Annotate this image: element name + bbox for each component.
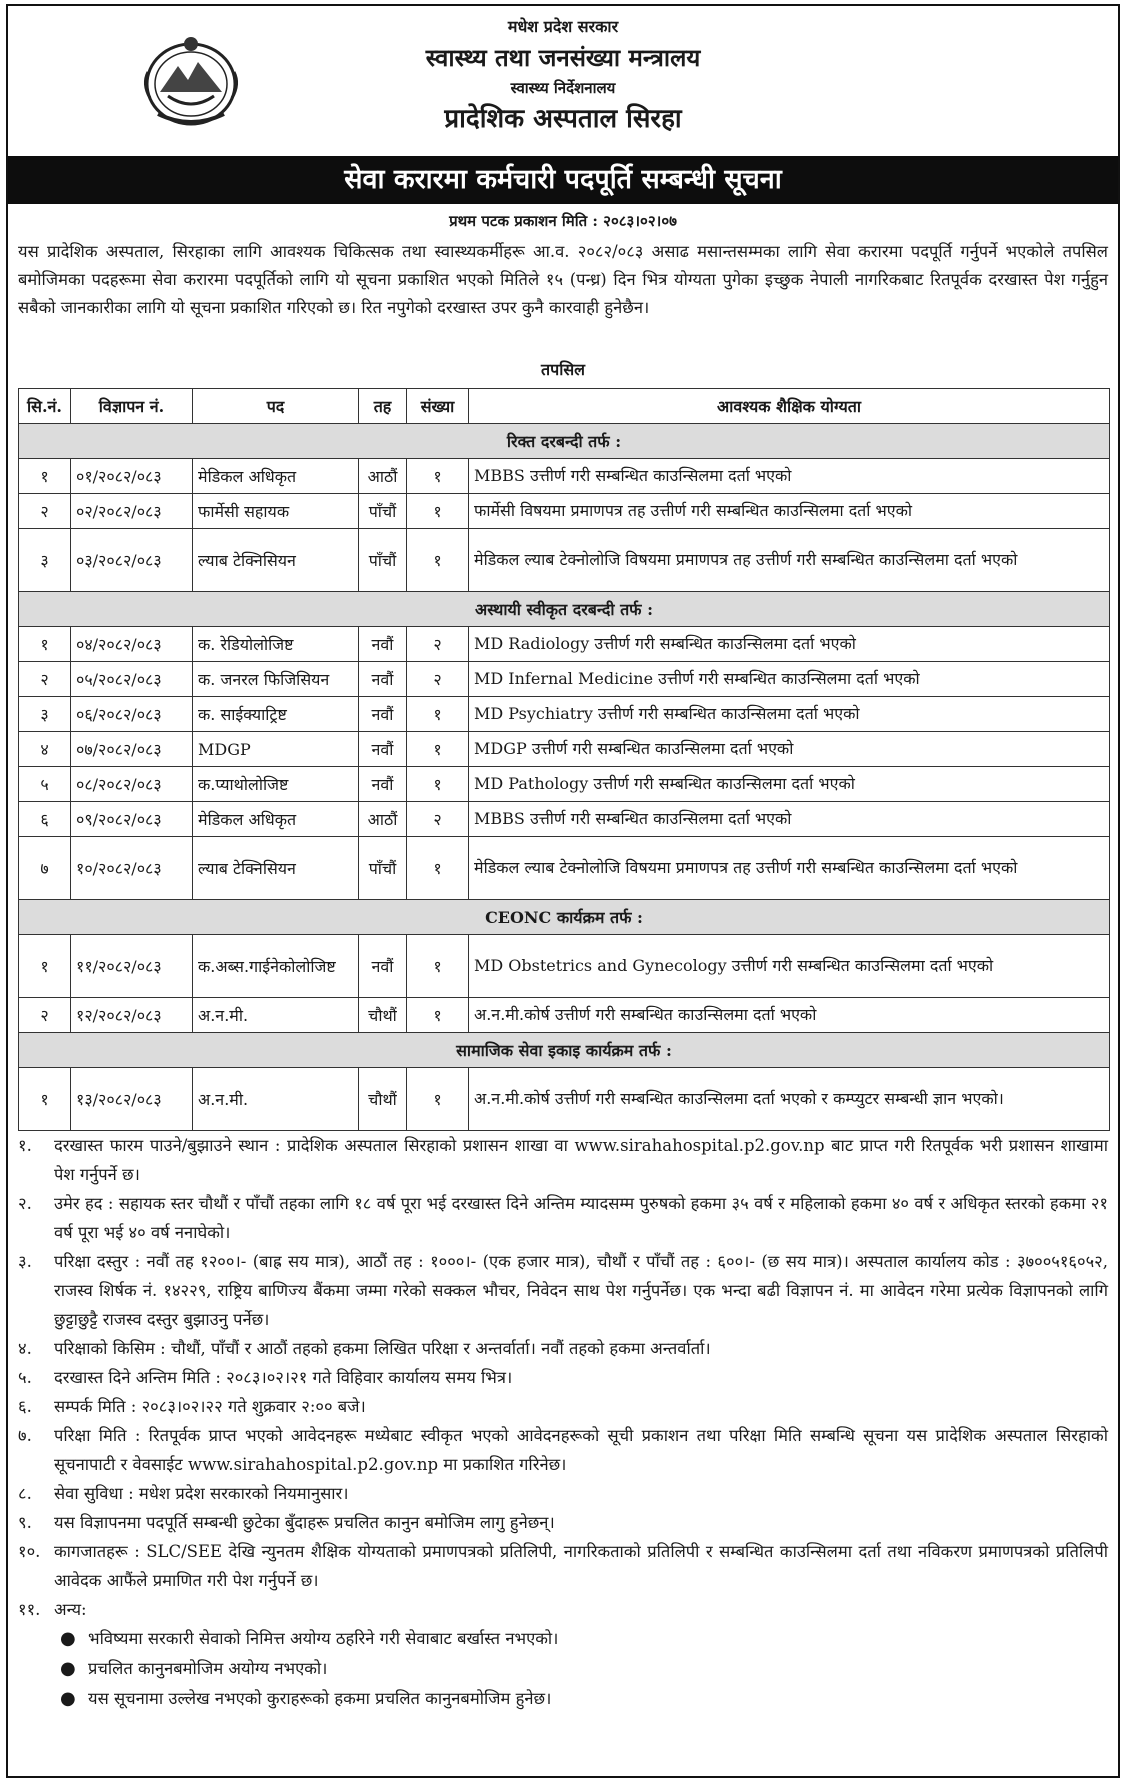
serial-cell: १ <box>19 627 71 662</box>
count-cell: १ <box>407 837 469 900</box>
count-cell: १ <box>407 494 469 529</box>
serial-cell: २ <box>19 662 71 697</box>
count-cell: २ <box>407 802 469 837</box>
terms-list <box>18 1131 1108 1624</box>
section-title: CEONC कार्यक्रम तर्फ : <box>19 900 1110 935</box>
post-cell: अ.न.मी. <box>193 1068 359 1131</box>
ministry-name: स्वास्थ्य तथा जनसंख्या मन्त्रालय <box>425 43 701 72</box>
term-text: परिक्षा मिति : रितपूर्वक प्राप्त भएको आवेदनहरू मध्येबाट स्वीकृत भएको आवेदनहरूको सूची प्रकाशन तथा परिक्षा मिति सम्बन्धि सूचना यस प्रादेशिक अस्पताल सिरहाको सूचनापाटी र वेवसाईट www.sirahahospital.p2.gov.np मा प्रकाशित गरिनेछ। <box>54 1426 1108 1474</box>
adv-no-cell: ०५/२०८२/०८३ <box>71 662 193 697</box>
term-number: १. <box>18 1136 32 1155</box>
bullet-icon: ● <box>60 1628 76 1649</box>
post-cell: क.प्याथोलोजिष्ट <box>193 767 359 802</box>
term-text: सम्पर्क मिति : २०८३।०२।२२ गते शुक्रवार २:०० बजे। <box>54 1397 366 1416</box>
serial-cell: १ <box>19 1068 71 1131</box>
term-text: यस विज्ञापनमा पदपूर्ति सम्बन्धी छुटेका बुँदाहरू प्रचलित कानुन बमोजिम लागु हुनेछन्। <box>54 1513 555 1532</box>
qualification-cell: अ.न.मी.कोर्ष उत्तीर्ण गरी सम्बन्धित काउन्सिलमा दर्ता भएको र कम्प्युटर सम्बन्धी ज्ञान भएको। <box>469 1068 1110 1131</box>
count-cell: १ <box>407 697 469 732</box>
term-item <box>18 1508 1108 1537</box>
adv-no-cell: ०८/२०८२/०८३ <box>71 767 193 802</box>
level-cell: पाँचौं <box>359 529 407 592</box>
table-row <box>19 697 1110 732</box>
post-cell: क. साईक्याट्रिष्ट <box>193 697 359 732</box>
list-item <box>60 1654 1108 1684</box>
col-header-post: पद <box>193 389 359 424</box>
section-row <box>19 900 1110 935</box>
qualification-cell: मेडिकल ल्याब टेक्नोलोजि विषयमा प्रमाणपत्र तह उत्तीर्ण गरी सम्बन्धित काउन्सिलमा दर्ता भएको <box>469 529 1110 592</box>
adv-no-cell: ०९/२०८२/०८३ <box>71 802 193 837</box>
col-header-qualification: आवश्यक शैक्षिक योग्यता <box>469 389 1110 424</box>
level-cell: चौथौं <box>359 1068 407 1131</box>
level-cell: नवौं <box>359 627 407 662</box>
section-row <box>19 424 1110 459</box>
bullet-text: यस सूचनामा उल्लेख नभएको कुराहरूको हकमा प्रचलित कानुनबमोजिम हुनेछ। <box>88 1689 552 1708</box>
notice-page <box>6 4 1120 1778</box>
adv-no-cell: १३/२०८२/०८३ <box>71 1068 193 1131</box>
notice-header <box>8 6 1118 154</box>
adv-no-cell: ०४/२०८२/०८३ <box>71 627 193 662</box>
level-cell: नवौं <box>359 697 407 732</box>
serial-cell: ६ <box>19 802 71 837</box>
post-cell: ल्याब टेक्निसियन <box>193 837 359 900</box>
vacancy-table <box>18 388 1110 1131</box>
qualification-cell: MD Infernal Medicine उत्तीर्ण गरी सम्बन्धित काउन्सिलमा दर्ता भएको <box>469 662 1110 697</box>
term-item <box>18 1537 1108 1595</box>
term-number: ११. <box>18 1600 41 1619</box>
directorate-name: स्वास्थ्य निर्देशनालय <box>510 79 616 97</box>
term-text: कागजातहरू : SLC/SEE देखि न्युनतम शैक्षिक योग्यताको प्रमाणपत्रको प्रतिलिपी, नागरिकताको प्रतिलिपी र सम्बन्धित काउन्सिलमा दर्ता तथा नविकरण प्रमाणपत्रको प्रतिलिपी आवेदक आफैंले प्रमाणित गरी पेश गर्नुपर्ने छ। <box>54 1542 1108 1590</box>
term-item <box>18 1479 1108 1508</box>
qualification-cell: MD Obstetrics and Gynecology उत्तीर्ण गरी सम्बन्धित काउन्सिलमा दर्ता भएको <box>469 935 1110 998</box>
table-row <box>19 529 1110 592</box>
adv-no-cell: ०६/२०८२/०८३ <box>71 697 193 732</box>
term-number: ६. <box>18 1397 32 1416</box>
post-cell: ल्याब टेक्निसियन <box>193 529 359 592</box>
col-header-serial: सि.नं. <box>19 389 71 424</box>
table-row <box>19 459 1110 494</box>
serial-cell: २ <box>19 998 71 1033</box>
term-text: परिक्षाको किसिम : चौथौं, पाँचौं र आठौं तहको हकमा लिखित परिक्षा र अन्तर्वार्ता। नवौं तहको हकमा अन्तर्वार्ता। <box>54 1339 711 1358</box>
level-cell: नवौं <box>359 935 407 998</box>
serial-cell: २ <box>19 494 71 529</box>
serial-cell: ३ <box>19 529 71 592</box>
term-text: दरखास्त फारम पाउने/बुझाउने स्थान : प्रादेशिक अस्पताल सिरहाको प्रशासन शाखा वा www.sirahahospital.p2.gov.np बाट प्राप्त गरी रितपूर्वक भरी प्रशासन शाखामा पेश गर्नुपर्ने छ। <box>54 1136 1108 1184</box>
post-cell: मेडिकल अधिकृत <box>193 459 359 494</box>
term-item <box>18 1189 1108 1247</box>
qualification-cell: मेडिकल ल्याब टेक्नोलोजि विषयमा प्रमाणपत्र तह उत्तीर्ण गरी सम्बन्धित काउन्सिलमा दर्ता भएको <box>469 837 1110 900</box>
vacancy-table-body <box>19 424 1110 1131</box>
adv-no-cell: ०७/२०८२/०८३ <box>71 732 193 767</box>
col-header-level: तह <box>359 389 407 424</box>
intro-paragraph: यस प्रादेशिक अस्पताल, सिरहाका लागि आवश्यक चिकित्सक तथा स्वास्थ्यकर्मीहरू आ.व. २०८२/०८३ असाढ मसान्तसम्मका लागि सेवा करारमा पदपूर्ति गर्नुपर्ने भएकोले तपसिल बमोजिमका पदहरूमा सेवा करारमा पदपूर्तिको लागि यो सूचना प्रकाशित भएको मितिले १५ (पन्ध्र) दिन भित्र योग्यता पुगेका इच्छुक नेपाली नागरिकबाट रितपूर्वक दरखास्त पेश गर्नुहुन सबैको जानकारीका लागि यो सूचना प्रकाशित गरिएको छ। रित नपुगेको दरखास्त उपर कुनै कारवाही हुनेछैन। <box>18 242 1108 317</box>
other-conditions-list <box>18 1624 1108 1714</box>
qualification-cell: MBBS उत्तीर्ण गरी सम्बन्धित काउन्सिलमा दर्ता भएको <box>469 459 1110 494</box>
adv-no-cell: ०३/२०८२/०८३ <box>71 529 193 592</box>
table-row <box>19 732 1110 767</box>
qualification-cell: MDGP उत्तीर्ण गरी सम्बन्धित काउन्सिलमा दर्ता भएको <box>469 732 1110 767</box>
qualification-cell: MD Pathology उत्तीर्ण गरी सम्बन्धित काउन्सिलमा दर्ता भएको <box>469 767 1110 802</box>
table-row <box>19 998 1110 1033</box>
post-cell: अ.न.मी. <box>193 998 359 1033</box>
col-header-count: संख्या <box>407 389 469 424</box>
term-item <box>18 1595 1108 1624</box>
qualification-cell: अ.न.मी.कोर्ष उत्तीर्ण गरी सम्बन्धित काउन्सिलमा दर्ता भएको <box>469 998 1110 1033</box>
serial-cell: ४ <box>19 732 71 767</box>
publication-date: प्रथम पटक प्रकाशन मिति : २०८३।०२।०७ <box>449 212 677 230</box>
qualification-cell: MBBS उत्तीर्ण गरी सम्बन्धित काउन्सिलमा दर्ता भएको <box>469 802 1110 837</box>
table-header-row <box>19 389 1110 424</box>
qualification-cell: फार्मेसी विषयमा प्रमाणपत्र तह उत्तीर्ण गरी सम्बन्धित काउन्सिलमा दर्ता भएको <box>469 494 1110 529</box>
level-cell: नवौं <box>359 767 407 802</box>
count-cell: १ <box>407 732 469 767</box>
post-cell: मेडिकल अधिकृत <box>193 802 359 837</box>
section-title: रिक्त दरबन्दी तर्फ : <box>19 424 1110 459</box>
count-cell: १ <box>407 935 469 998</box>
table-row <box>19 935 1110 998</box>
level-cell: चौथौं <box>359 998 407 1033</box>
schedule-heading: तपसिल <box>540 360 586 379</box>
term-number: ४. <box>18 1339 32 1358</box>
term-item <box>18 1334 1108 1363</box>
term-number: २. <box>18 1194 32 1213</box>
adv-no-cell: ११/२०८२/०८३ <box>71 935 193 998</box>
post-cell: MDGP <box>193 732 359 767</box>
section-row <box>19 592 1110 627</box>
list-item <box>60 1684 1108 1714</box>
post-cell: क. जनरल फिजिसियन <box>193 662 359 697</box>
level-cell: आठौं <box>359 802 407 837</box>
serial-cell: १ <box>19 459 71 494</box>
adv-no-cell: ०१/२०८२/०८३ <box>71 459 193 494</box>
section-row <box>19 1033 1110 1068</box>
count-cell: १ <box>407 767 469 802</box>
post-cell: क. रेडियोलोजिष्ट <box>193 627 359 662</box>
term-number: ७. <box>18 1426 32 1445</box>
term-item <box>18 1131 1108 1189</box>
count-cell: २ <box>407 627 469 662</box>
bullet-text: भविष्यमा सरकारी सेवाको निमित्त अयोग्य ठहरिने गरी सेवाबाट बर्खास्त नभएको। <box>88 1629 559 1648</box>
col-header-adv-no: विज्ञापन नं. <box>71 389 193 424</box>
table-row <box>19 1068 1110 1131</box>
count-cell: १ <box>407 529 469 592</box>
term-number: ५. <box>18 1368 32 1387</box>
term-item <box>18 1247 1108 1334</box>
count-cell: २ <box>407 662 469 697</box>
count-cell: १ <box>407 998 469 1033</box>
level-cell: पाँचौं <box>359 837 407 900</box>
post-cell: क.अब्स.गाईनेकोलोजिष्ट <box>193 935 359 998</box>
bullet-icon: ● <box>60 1688 76 1709</box>
notice-title-banner: सेवा करारमा कर्मचारी पदपूर्ति सम्बन्धी सूचना <box>8 156 1118 204</box>
term-text: अन्य: <box>54 1600 87 1619</box>
level-cell: नवौं <box>359 732 407 767</box>
table-row <box>19 802 1110 837</box>
qualification-cell: MD Psychiatry उत्तीर्ण गरी सम्बन्धित काउन्सिलमा दर्ता भएको <box>469 697 1110 732</box>
term-number: ८. <box>18 1484 32 1503</box>
term-item <box>18 1392 1108 1421</box>
bullet-text: प्रचलित कानुनबमोजिम अयोग्य नभएको। <box>88 1659 328 1678</box>
term-text: सेवा सुविधा : मधेश प्रदेश सरकारको नियमानुसार। <box>54 1484 349 1503</box>
notice-terms <box>18 1131 1108 1714</box>
term-item <box>18 1363 1108 1392</box>
section-title: अस्थायी स्वीकृत दरबन्दी तर्फ : <box>19 592 1110 627</box>
section-title: सामाजिक सेवा इकाइ कार्यक्रम तर्फ : <box>19 1033 1110 1068</box>
term-text: दरखास्त दिने अन्तिम मिति : २०८३।०२।२१ गते विहिवार कार्यालय समय भित्र। <box>54 1368 513 1387</box>
level-cell: आठौं <box>359 459 407 494</box>
adv-no-cell: ०२/२०८२/०८३ <box>71 494 193 529</box>
table-row <box>19 494 1110 529</box>
hospital-name: प्रादेशिक अस्पताल सिरहा <box>444 104 682 134</box>
serial-cell: १ <box>19 935 71 998</box>
serial-cell: ५ <box>19 767 71 802</box>
adv-no-cell: १०/२०८२/०८३ <box>71 837 193 900</box>
level-cell: नवौं <box>359 662 407 697</box>
term-number: १०. <box>18 1542 41 1561</box>
table-row <box>19 767 1110 802</box>
term-number: ९. <box>18 1513 32 1532</box>
qualification-cell: MD Radiology उत्तीर्ण गरी सम्बन्धित काउन्सिलमा दर्ता भएको <box>469 627 1110 662</box>
count-cell: १ <box>407 1068 469 1131</box>
province-government: मधेश प्रदेश सरकार <box>507 17 619 36</box>
term-text: उमेर हद : सहायक स्तर चौथौं र पाँचौं तहका लागि १८ वर्ष पूरा भई दरखास्त दिने अन्तिम म्यादसम्म पुरुषको हकमा ३५ वर्ष र महिलाको हकमा ४० वर्ष र अधिकृत स्तरको हकमा २१ वर्ष पूरा भई ४० वर्ष ननाघेको। <box>54 1194 1108 1242</box>
serial-cell: ७ <box>19 837 71 900</box>
list-item <box>60 1624 1108 1654</box>
post-cell: फार्मेसी सहायक <box>193 494 359 529</box>
table-row <box>19 627 1110 662</box>
term-number: ३. <box>18 1252 32 1271</box>
bullet-icon: ● <box>60 1658 76 1679</box>
table-row <box>19 837 1110 900</box>
table-row <box>19 662 1110 697</box>
term-text: परिक्षा दस्तुर : नवौं तह १२००।- (बाह्र सय मात्र), आठौं तह : १०००।- (एक हजार मात्र), चौथौं र पाँचौं तह : ६००।- (छ सय मात्र)। अस्पताल कार्यालय कोड : ३७००५१६०५२, राजस्व शिर्षक नं. १४२२९, राष्ट्रिय बाणिज्य बैंकमा जम्मा गरेको सक्कल भौचर, निवेदन साथ पेश गर्नुपर्नेछ। एक भन्दा बढी विज्ञापन नं. मा आवेदन गरेमा प्रत्येक विज्ञापनको लागि छुट्टाछुट्टै राजस्व दस्तुर बुझाउनु पर्नेछ। <box>54 1252 1108 1329</box>
level-cell: पाँचौं <box>359 494 407 529</box>
serial-cell: ३ <box>19 697 71 732</box>
term-item <box>18 1421 1108 1479</box>
count-cell: १ <box>407 459 469 494</box>
adv-no-cell: १२/२०८२/०८३ <box>71 998 193 1033</box>
